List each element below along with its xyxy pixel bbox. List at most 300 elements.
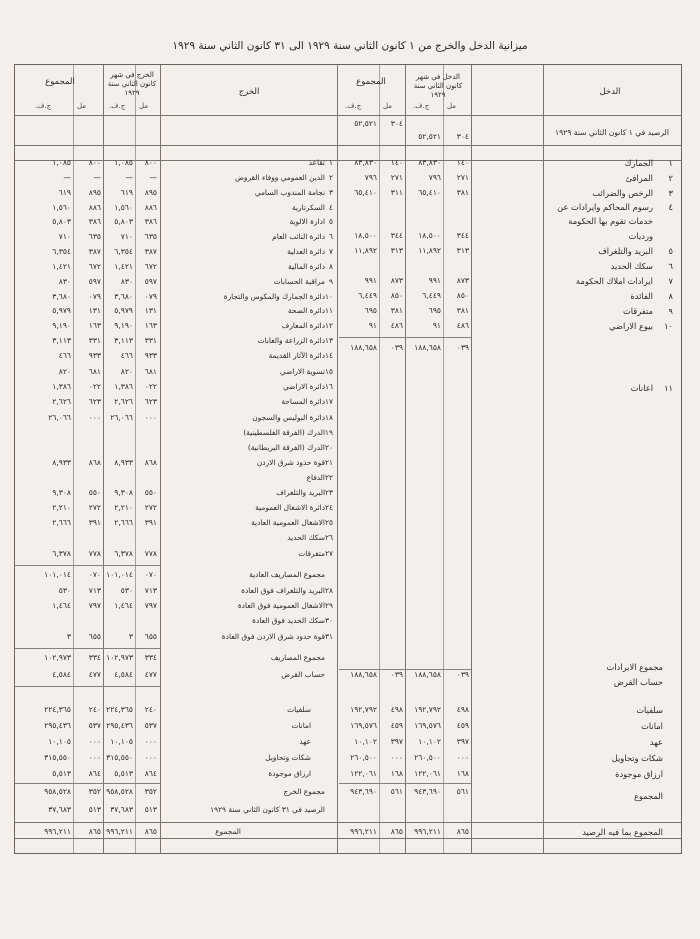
income-month-mil: ٢٧١ xyxy=(456,173,469,182)
pounds-label: ج.ف. xyxy=(413,102,430,110)
opening-mil: ٣٠٤ xyxy=(456,132,469,141)
opening-pounds-total: ٥٢,٥٢١ xyxy=(354,119,377,128)
expense-month-mil: ٣٩١ xyxy=(144,518,157,527)
expense-total-mil: — xyxy=(93,173,101,182)
ordinary-expense-total-label: مجموع المصاريف العادية xyxy=(249,570,325,579)
subtotal-rule xyxy=(15,565,160,566)
column-divider xyxy=(543,65,544,853)
expense-item-number: ٧ xyxy=(329,247,333,256)
expense-item-label: قوة حدود شرق الاردن xyxy=(256,458,325,467)
pounds-label: ج.ف. xyxy=(35,102,52,110)
expense-month-pounds: ٩,١٩٠ xyxy=(114,321,133,330)
expense-month-pounds: ٣,١١٣ xyxy=(114,336,133,345)
expense-total-pounds: ٤٦٦ xyxy=(58,351,71,360)
expense-total-mil: ٦٢٣ xyxy=(88,397,101,406)
expense-month-mil: ٥١٣ xyxy=(144,805,157,814)
subtotal-rule xyxy=(339,783,471,784)
expense-month-pounds: ٧١٠ xyxy=(120,232,133,241)
income-total-mil: ٣١١ xyxy=(390,188,403,197)
subtotal-rule xyxy=(15,686,160,687)
income-month-mil: ٨٧٣ xyxy=(456,276,469,285)
expense-total-mil: ٨٦٤ xyxy=(88,769,101,778)
expense-total-pounds: ١,٤٢١ xyxy=(52,262,71,271)
income-item-number: ٣ xyxy=(668,188,673,198)
expense-month-mil: ٠٧٠ xyxy=(144,570,157,579)
expense-total-pounds: ١,٥٦٠ xyxy=(52,203,71,212)
expense-month-pounds: ١,٠٨٥ xyxy=(114,158,133,167)
expense-total-pounds: ١٠١,٠١٤ xyxy=(44,570,71,579)
income-total-mil: ١٤٠ xyxy=(390,158,403,167)
income-advance-label: شكات وتحاويل xyxy=(611,753,663,763)
income-month-pounds: ٦,٤٤٩ xyxy=(422,291,441,300)
income-item-label: البريد والتلغراف xyxy=(598,246,653,256)
income-month-mil: ٣١٣ xyxy=(456,246,469,255)
expense-item-number: ٥ xyxy=(329,217,333,226)
income-item-number: ٥ xyxy=(668,246,673,256)
expense-month-mil: ٠٢٢ xyxy=(144,382,157,391)
income-month-mil: ٠٠٠ xyxy=(456,753,469,762)
expense-total-mil: ٦٨١ xyxy=(88,367,101,376)
expense-month-mil: ٦٨١ xyxy=(144,367,157,376)
income-item-number: ١١ xyxy=(664,383,673,393)
column-divider xyxy=(471,65,472,853)
expense-total-pounds: ٣٧,٦٨٣ xyxy=(48,805,71,814)
closing-balance-label: الرصيد في ٣١ كانون الثاني سنة ١٩٢٩ xyxy=(210,805,325,814)
expense-total-pounds: ٣ xyxy=(66,632,71,641)
expense-item-label: تقاعد xyxy=(308,158,325,167)
expense-total-pounds: ١,٤٦٤ xyxy=(52,601,71,610)
expense-month-mil: ٢٤٠ xyxy=(144,705,157,714)
column-divider xyxy=(103,65,104,853)
expense-item-number: ٢٣ xyxy=(325,488,333,497)
expense-item-label: تسوية الاراضي xyxy=(279,367,325,376)
expense-total-pounds: ٦,٣٧٨ xyxy=(52,549,71,558)
income-loan-label: حساب القرض xyxy=(613,677,663,687)
expense-item-number: ٢٤ xyxy=(325,503,333,512)
income-total-mil: ٠٣٩ xyxy=(390,343,403,352)
expense-month-mil: ٠٠٠ xyxy=(144,413,157,422)
expense-total-pounds: ٦,٣٥٤ xyxy=(52,247,71,256)
income-total-pounds: ١٨٨,٦٥٨ xyxy=(350,343,377,352)
expense-total-mil: ٥٣٧ xyxy=(88,721,101,730)
expense-advance-label: سلفيات xyxy=(287,705,311,714)
income-total-mil: ٨٧٣ xyxy=(390,276,403,285)
column-divider xyxy=(160,65,161,853)
expense-item-label: البريد والتلغراف xyxy=(276,488,325,497)
opening-pounds: ٥٢,٥٢١ xyxy=(418,132,441,141)
expense-month-mil: ٣٣١ xyxy=(144,336,157,345)
expense-month-pounds: ٣,٦٨٠ xyxy=(114,292,133,301)
expense-item-label: الدرك (الفرقة البريطانية) xyxy=(247,443,325,452)
income-total-mil: ٤٩٨ xyxy=(390,705,403,714)
expense-advance-label: ارزاق موجودة xyxy=(268,769,311,778)
expense-total-pounds: ٩٥٨,٥٢٨ xyxy=(44,787,71,796)
income-total-header: المجموع xyxy=(356,77,386,87)
expense-total-mil: ٠٠٠ xyxy=(88,413,101,422)
income-item-label: سكك الحديد xyxy=(610,261,653,271)
income-total-mil: ٣٨١ xyxy=(390,306,403,315)
income-total-pounds: ١٨,٥٠٠ xyxy=(354,231,377,240)
expense-total-pounds: ٥,٨٠٣ xyxy=(52,217,71,226)
footer-income-mil: ٨٦٥ xyxy=(456,827,469,836)
expense-month-pounds: ٥,٩٧٩ xyxy=(114,306,133,315)
expense-month-pounds: — xyxy=(125,173,133,182)
pounds-label: ج.ف. xyxy=(345,102,362,110)
income-total-pounds: ٩١ xyxy=(368,321,377,330)
expense-total-mil: ٦٧٢ xyxy=(88,262,101,271)
extra-expense-label: سكك الحديد فوق العادة xyxy=(252,616,325,625)
expense-total-mil: ١٣١ xyxy=(88,306,101,315)
expense-item-number: ١٠ xyxy=(325,292,333,301)
expense-item-number: ١٢ xyxy=(325,321,333,330)
income-month-mil: ١٦٨ xyxy=(456,769,469,778)
column-divider xyxy=(337,65,338,853)
income-month-mil: ٣٤٤ xyxy=(456,231,469,240)
expense-total-mil: ١٦٣ xyxy=(88,321,101,330)
expense-month-mil: — xyxy=(149,173,157,182)
expense-item-label: دائرة الزراعة والغابات xyxy=(257,336,325,345)
expense-month-pounds: ٢,٦٦٦ xyxy=(114,518,133,527)
expense-item-label: دائرة البوليس والسجون xyxy=(252,413,325,422)
expense-total-pounds: ٢٢٤,٣٦٥ xyxy=(44,705,71,714)
expense-item-number: ٤ xyxy=(329,203,333,212)
expense-item-number: ١٣ xyxy=(325,336,333,345)
expense-total-mil: ٧٧٨ xyxy=(88,549,101,558)
income-total-mil: ٣١٣ xyxy=(390,246,403,255)
income-item-number: ١٠ xyxy=(664,321,673,331)
income-month-pounds: ١٩٢,٧٩٢ xyxy=(414,705,441,714)
expense-total-header: المجموع xyxy=(45,77,75,87)
mil-label: مل xyxy=(139,102,149,110)
income-item-label: الرخص والضرائب xyxy=(592,188,653,198)
expense-total-pounds: ٥٣٠ xyxy=(58,586,71,595)
expense-month-mil: ٦٥٥ xyxy=(144,632,157,641)
income-item-label: بيوع الاراضي xyxy=(609,321,653,331)
expense-total-pounds: ٢٦,٠٦٦ xyxy=(48,413,71,422)
expense-month-mil: ٧٧٨ xyxy=(144,549,157,558)
expense-item-label: السكرتارية xyxy=(292,203,325,212)
expense-total-mil: ٠٠٠ xyxy=(88,737,101,746)
expense-total-pounds: ٢٩٥,٤٣٦ xyxy=(44,721,71,730)
expense-month-pounds: ١٠٢,٩٧٣ xyxy=(106,653,133,662)
income-total-pounds: ١٠,١٠٢ xyxy=(354,737,377,746)
expense-item-label: دائرة المعارف xyxy=(281,321,325,330)
expense-total-mil: ٠٠٠ xyxy=(88,753,101,762)
expense-month-mil: ٨٠٠ xyxy=(144,158,157,167)
expense-item-number: ٢١ xyxy=(325,458,333,467)
expense-item-number: ١٥ xyxy=(325,367,333,376)
expense-item-number: ٢٠ xyxy=(325,443,333,452)
expense-month-mil: ٠٠٠ xyxy=(144,737,157,746)
income-total-pounds: ٩٤٣,٦٩٠ xyxy=(350,787,377,796)
expense-item-number: ٢٧ xyxy=(325,549,333,558)
expense-item-number: ٢٢ xyxy=(325,473,333,482)
expense-item-label: دائرة العدلية xyxy=(287,247,325,256)
income-total-mil: ٤٥٩ xyxy=(390,721,403,730)
income-advance-label: امانات xyxy=(641,721,663,731)
expense-month-pounds: ٤,٥٨٤ xyxy=(114,670,133,679)
expense-month-pounds: ٤٦٦ xyxy=(120,351,133,360)
income-month-pounds: ١٨٨,٦٥٨ xyxy=(414,343,441,352)
expense-total-label: مجموع المصاريف xyxy=(270,653,325,662)
income-month-pounds: ٨٣,٨٣٠ xyxy=(418,158,441,167)
expense-month-pounds: ٨٣٠ xyxy=(120,277,133,286)
income-month-pounds: ١٦٩,٥٧٦ xyxy=(414,721,441,730)
expense-total-pounds: ٣١٥,٥٥٠ xyxy=(44,753,71,762)
expense-total-pounds: ٨,٩٣٣ xyxy=(52,458,71,467)
expense-month-mil: ٥٥٠ xyxy=(144,488,157,497)
expense-item-number: ٢ xyxy=(329,173,333,182)
expense-total-pounds: — xyxy=(63,173,71,182)
income-month-mil: ٠٣٩ xyxy=(456,343,469,352)
expense-item-label: دائرة الآثار القديمة xyxy=(268,351,325,360)
expense-total-pounds: ١٠,١٠٥ xyxy=(48,737,71,746)
expense-total-mil: ٢٤٠ xyxy=(88,705,101,714)
income-total-mil: ٠٠٠ xyxy=(390,753,403,762)
expense-month-pounds: ٢,٦٢٦ xyxy=(114,397,133,406)
expense-item-label: دائرة الاراضي xyxy=(282,382,325,391)
expense-item-label: الدرك (الفرقة الفلسطينية) xyxy=(243,428,325,437)
expense-advance-label: عهد xyxy=(299,737,311,746)
income-item-number: ٩ xyxy=(668,306,673,316)
expense-total-pounds: ٣,٦٨٠ xyxy=(52,292,71,301)
expense-item-number: ٩ xyxy=(329,277,333,286)
income-month-mil: ٨٥٠ xyxy=(456,291,469,300)
expense-total-pounds: ٢,٦٦٦ xyxy=(52,518,71,527)
expense-item-label: نجامة المندوب السامي xyxy=(254,188,325,197)
footer-expense-mil: ٨٦٥ xyxy=(144,827,157,836)
income-item-label: رسوم المحاكم وايرادات عن xyxy=(557,202,653,212)
budget-ledger xyxy=(14,64,682,854)
expense-month-pounds: ٥,٨٠٣ xyxy=(114,217,133,226)
expense-month-mil: ٩٣٣ xyxy=(144,351,157,360)
income-item-number: ١ xyxy=(668,158,673,168)
expense-month-mil: ٨٦٤ xyxy=(144,769,157,778)
income-total-pounds: ١٨٨,٦٥٨ xyxy=(350,670,377,679)
income-month-pounds: ١٢٢,٠٦١ xyxy=(414,769,441,778)
expense-item-label: مراقبة الحسابات xyxy=(273,277,325,286)
expense-total-mil: ٨٨٦ xyxy=(88,203,101,212)
expense-month-pounds: ٣٧,٦٨٣ xyxy=(110,805,133,814)
subtotal-rule xyxy=(339,337,471,338)
expense-month-pounds: ١,٤٦٤ xyxy=(114,601,133,610)
expense-month-mil: ٤٧٧ xyxy=(144,670,157,679)
expense-month-mil: ١٣١ xyxy=(144,306,157,315)
expense-month-mil: ٨٦٨ xyxy=(144,458,157,467)
expense-total-mil: ٠٧٩ xyxy=(88,292,101,301)
income-total-pounds: ٦,٤٤٩ xyxy=(358,291,377,300)
column-divider xyxy=(135,65,136,853)
income-item-number: ٨ xyxy=(668,291,673,301)
income-total-mil: ٥٦١ xyxy=(390,787,403,796)
income-total-pounds: ٦٥,٤١٠ xyxy=(354,188,377,197)
expense-total-mil: ٧١٣ xyxy=(88,586,101,595)
expense-item-number: ٢٥ xyxy=(325,518,333,527)
income-item-label: الفائدة xyxy=(630,291,653,301)
expense-total-pounds: ٧١٠ xyxy=(58,232,71,241)
expense-month-pounds: ٢٩٥,٤٣٦ xyxy=(106,721,133,730)
income-month-pounds: ٦٩٥ xyxy=(428,306,441,315)
expense-month-mil: ٧١٣ xyxy=(144,586,157,595)
expense-item-label: دائرة الجمارك والمكوس والتجارة xyxy=(223,292,325,301)
expense-month-mil: ٣٣٤ xyxy=(144,653,157,662)
expense-month-pounds: ١,٤٢١ xyxy=(114,262,133,271)
footer-expense-label: المجموع xyxy=(215,827,241,836)
income-total-mil: ١٦٨ xyxy=(390,769,403,778)
income-item-label: متفرقات xyxy=(622,306,653,316)
expense-month-pounds: ٦,٣٥٤ xyxy=(114,247,133,256)
expense-total-mil: ٨٩٥ xyxy=(88,188,101,197)
expense-item-number: ١٨ xyxy=(325,413,333,422)
expense-month-mil: ٣٥٢ xyxy=(144,787,157,796)
income-month-pounds: ٧٩٦ xyxy=(428,173,441,182)
expense-total-pounds: ٣,١١٣ xyxy=(52,336,71,345)
extra-expense-number: ٢٩ xyxy=(325,601,333,610)
footer-expense-total-pounds: ٩٩٦,٢١١ xyxy=(44,827,71,836)
footer-income-total-pounds: ٩٩٦,٢١١ xyxy=(350,827,377,836)
extra-expense-label: الاشغال العمومية فوق العادة xyxy=(237,601,325,610)
expense-item-number: ١١ xyxy=(325,306,333,315)
income-month-mil: ٣٨١ xyxy=(456,306,469,315)
income-total-pounds: ١٢٢,٠٦١ xyxy=(350,769,377,778)
income-month-pounds: ١٨,٥٠٠ xyxy=(418,231,441,240)
expense-total-pounds: ٩,٣٠٨ xyxy=(52,488,71,497)
expense-month-pounds: ٩,٣٠٨ xyxy=(114,488,133,497)
income-total-pounds: ١٩٢,٧٩٢ xyxy=(350,705,377,714)
expense-month-pounds: ٦١٩ xyxy=(120,188,133,197)
expense-total-mil: ٣٨٧ xyxy=(88,247,101,256)
income-month-pounds: ٦٥,٤١٠ xyxy=(418,188,441,197)
income-month-pounds: ٩٤٣,٦٩٠ xyxy=(414,787,441,796)
income-advance-label: ارزاق موجودة xyxy=(615,769,663,779)
header-rule xyxy=(15,115,681,116)
income-month-pounds: ١٠,١٠٢ xyxy=(418,737,441,746)
expense-item-label: الاشغال العمومية العادية xyxy=(251,518,325,527)
expense-month-pounds: ٣ xyxy=(128,632,133,641)
expense-total-pounds: ٢,٢١٠ xyxy=(52,503,71,512)
expense-month-pounds: ٩٥٨,٥٢٨ xyxy=(106,787,133,796)
mil-label: مل xyxy=(383,102,393,110)
expense-month-header: الخرج في شهر كانون الثاني سنة ١٩٢٩ xyxy=(107,71,157,97)
expense-month-pounds: ١,٥٦٠ xyxy=(114,203,133,212)
income-total-pounds: ٨٣,٨٣٠ xyxy=(354,158,377,167)
expense-total-mil: ٥١٣ xyxy=(88,805,101,814)
expense-month-pounds: ٦,٣٧٨ xyxy=(114,549,133,558)
expense-advance-label: امانات xyxy=(291,721,311,730)
expense-item-number: ١٩ xyxy=(325,428,333,437)
income-month-mil: ٣٩٧ xyxy=(456,737,469,746)
expense-item-number: ١٤ xyxy=(325,351,333,360)
expense-total-mil: ٣٨٦ xyxy=(88,217,101,226)
expense-item-label: دائرة المساحة xyxy=(281,397,325,406)
expense-total-pounds: ١,٣٨٦ xyxy=(52,382,71,391)
income-month-header: الدخل في شهر كانون الثاني سنة ١٩٢٩ xyxy=(413,73,463,99)
expense-total-mil: ٣٣١ xyxy=(88,336,101,345)
income-summary-label: مجموع الايرادات xyxy=(606,662,663,672)
expense-item-label: متفرقات xyxy=(298,549,325,558)
expense-total-mil: ٣٥٢ xyxy=(88,787,101,796)
expense-month-pounds: ٢,٢١٠ xyxy=(114,503,133,512)
income-total-pounds: ١١,٨٩٢ xyxy=(354,246,377,255)
expense-item-label: الدفاع xyxy=(306,473,325,482)
expense-month-mil: ٥٣٧ xyxy=(144,721,157,730)
income-total-mil: ٣٩٧ xyxy=(390,737,403,746)
expense-total-mil: ٨٦٨ xyxy=(88,458,101,467)
expense-header: الخرج xyxy=(238,87,260,97)
expense-total-mil: ٧٩٧ xyxy=(88,601,101,610)
income-item-label: الجمارك xyxy=(624,158,653,168)
income-total-pounds: ٦٩٥ xyxy=(364,306,377,315)
expense-item-label: دائرة المالية xyxy=(288,262,325,271)
mil-label: مل xyxy=(77,102,87,110)
income-item-label: ايرادات املاك الحكومة xyxy=(575,276,653,286)
pounds-label: ج.ف. xyxy=(109,102,126,110)
expense-item-label: دائرة النائب العام xyxy=(272,232,325,241)
extra-expense-label: البريد والتلغراف فوق العادة xyxy=(241,586,325,595)
income-total-mil: ٨٥٠ xyxy=(390,291,403,300)
expense-item-number: ٣ xyxy=(329,188,333,197)
income-month-pounds: ٩٩١ xyxy=(428,276,441,285)
income-month-mil: ٣٨١ xyxy=(456,188,469,197)
income-item-number: ٧ xyxy=(668,276,673,286)
expense-total-pounds: ٨٣٠ xyxy=(58,277,71,286)
income-total-mil: ٠٣٩ xyxy=(390,670,403,679)
expense-month-pounds: ١٠١,٠١٤ xyxy=(106,570,133,579)
expense-total-pounds: ٦١٩ xyxy=(58,188,71,197)
extra-expense-number: ٢٨ xyxy=(325,586,333,595)
expense-item-label: سكك الحديد xyxy=(287,533,325,542)
income-item-number: ٦ xyxy=(668,261,673,271)
header-rule xyxy=(15,145,681,146)
income-total-pounds: ٧٩٦ xyxy=(364,173,377,182)
extra-expense-number: ٣١ xyxy=(325,632,333,641)
income-item-number: ٢ xyxy=(668,173,673,183)
income-item-label: المرافئ xyxy=(625,173,653,183)
expense-total-pounds: ١٠٢,٩٧٣ xyxy=(44,653,71,662)
expense-month-mil: ٠٧٩ xyxy=(144,292,157,301)
expense-month-pounds: ١,٣٨٦ xyxy=(114,382,133,391)
footer-income-label: المجموع بما فيه الرصيد xyxy=(582,827,663,837)
expense-advance-label: شكات وتحاويل xyxy=(265,753,311,762)
income-advance-label: عهد xyxy=(649,737,663,747)
income-month-pounds: ٢٦٠,٥٠٠ xyxy=(414,753,441,762)
expense-total-mil: ٥٥٠ xyxy=(88,488,101,497)
income-month-mil: ٤٩٨ xyxy=(456,705,469,714)
expense-month-mil: ٨٩٥ xyxy=(144,188,157,197)
expense-total-pounds: ٩,١٩٠ xyxy=(52,321,71,330)
expense-total-mil: ٦٣٥ xyxy=(88,232,101,241)
footer-expense-total-mil: ٨٦٥ xyxy=(88,827,101,836)
income-advance-label: سلفيات xyxy=(636,705,663,715)
income-month-mil: ٤٨٦ xyxy=(456,321,469,330)
expense-month-mil: ٠٠٠ xyxy=(144,753,157,762)
expense-month-mil: ٨٨٦ xyxy=(144,203,157,212)
column-divider xyxy=(405,65,406,853)
expense-total-mil: ٤٧٧ xyxy=(88,670,101,679)
expense-month-pounds: ٥٣٠ xyxy=(120,586,133,595)
column-divider xyxy=(73,65,74,853)
expense-grand-label: مجموع الخرج xyxy=(283,787,325,796)
income-month-mil: ١٤٠ xyxy=(456,158,469,167)
expense-total-mil: ٢٧٢ xyxy=(88,503,101,512)
income-item-label: خدمات تقوم بها الحكومة xyxy=(568,216,653,226)
income-total-mil: ٤٨٦ xyxy=(390,321,403,330)
footer-rule xyxy=(15,822,681,823)
expense-month-mil: ١٦٣ xyxy=(144,321,157,330)
column-divider xyxy=(443,65,444,853)
expense-total-mil: ٠٧٠ xyxy=(88,570,101,579)
expense-month-pounds: ٥,٥١٣ xyxy=(114,769,133,778)
